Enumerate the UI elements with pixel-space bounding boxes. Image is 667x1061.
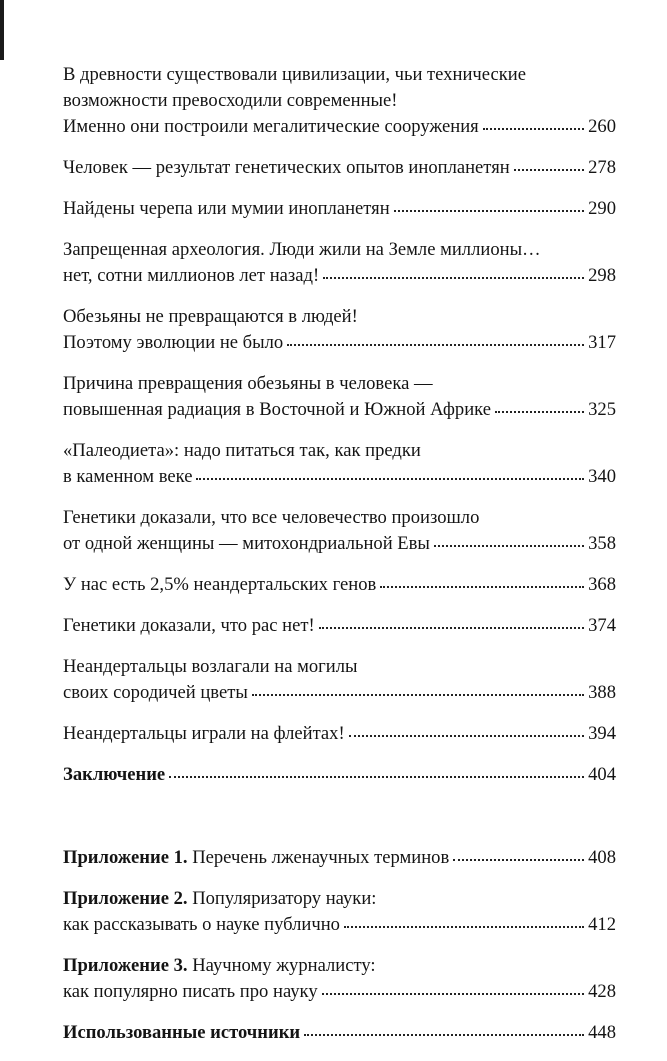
toc-entry[interactable]	[63, 438, 616, 490]
toc-appendix-entry[interactable]	[63, 886, 616, 938]
toc-entry-line: Запрещенная археология. Люди жили на Земле миллионы…	[63, 239, 541, 260]
toc-entry[interactable]	[63, 62, 616, 140]
toc-entry[interactable]	[63, 155, 616, 181]
page-number: 325	[588, 399, 616, 420]
toc-entry[interactable]	[63, 572, 616, 598]
toc-entry[interactable]	[63, 304, 616, 356]
page-number: 374	[588, 615, 616, 636]
dot-leader	[169, 772, 584, 778]
dot-leader	[349, 731, 584, 737]
section-gap	[63, 803, 616, 845]
page-number: 278	[588, 157, 616, 178]
page-number: 290	[588, 198, 616, 219]
toc-entry-line: Человек — результат генетических опытов инопланетян	[63, 157, 510, 178]
table-of-contents	[63, 62, 616, 1061]
toc-entry-line: Генетики доказали, что рас нет!	[63, 615, 315, 636]
toc-entry-line: повышенная радиация в Восточной и Южной Африке	[63, 399, 491, 420]
appendix-title-line: Научному журналисту:	[192, 955, 376, 976]
toc-entry-line: «Палеодиета»: надо питаться так, как предки	[63, 440, 421, 461]
dot-leader	[514, 165, 584, 171]
dot-leader	[394, 206, 584, 212]
page-number: 317	[588, 332, 616, 353]
toc-entry[interactable]	[63, 371, 616, 423]
dot-leader	[287, 340, 584, 346]
dot-leader	[434, 541, 584, 547]
page-number: 340	[588, 466, 616, 487]
toc-entry-line: Обезьяны не превращаются в людей!	[63, 306, 358, 327]
toc-appendix-entry[interactable]	[63, 845, 616, 871]
toc-entry-conclusion[interactable]	[63, 762, 616, 788]
dot-leader	[380, 582, 584, 588]
toc-entry-sources[interactable]	[63, 1020, 616, 1046]
page-number: 428	[588, 981, 616, 1002]
dot-leader	[252, 690, 584, 696]
page-number: 388	[588, 682, 616, 703]
appendix-title-line: Использованные источники	[63, 1022, 301, 1043]
appendix-label: Приложение 3.	[63, 955, 188, 976]
dot-leader	[323, 273, 584, 279]
toc-entry-line: Генетики доказали, что все человечество произошло	[63, 507, 480, 528]
page-number: 448	[588, 1022, 616, 1043]
page-number: 408	[588, 847, 616, 868]
toc-entry-line: Неандертальцы возлагали на могилы	[63, 656, 358, 677]
toc-entry-line: нет, сотни миллионов лет назад!	[63, 265, 320, 286]
appendix-title-line: Перечень лженаучных терминов	[192, 847, 450, 868]
page-number: 404	[588, 764, 616, 785]
toc-entry-line: своих сородичей цветы	[63, 682, 248, 703]
toc-entry-line: Неандертальцы играли на флейтах!	[63, 723, 345, 744]
appendix-label: Приложение 2.	[63, 888, 188, 909]
toc-entry[interactable]	[63, 196, 616, 222]
page-edge-mark	[0, 0, 4, 60]
toc-entry[interactable]	[63, 721, 616, 747]
dot-leader	[483, 124, 584, 130]
dot-leader	[344, 922, 584, 928]
dot-leader	[495, 407, 584, 413]
toc-entry-line: В древности существовали цивилизации, чьи технические	[63, 64, 526, 85]
dot-leader	[322, 989, 584, 995]
toc-entry[interactable]	[63, 613, 616, 639]
dot-leader	[453, 855, 584, 861]
toc-entry[interactable]	[63, 654, 616, 706]
toc-entry-line: от одной женщины — митохондриальной Евы	[63, 533, 430, 554]
appendix-title-line: как рассказывать о науке публично	[63, 914, 340, 935]
appendix-title-line: Популяризатору науки:	[192, 888, 377, 909]
toc-entry-line: Причина превращения обезьяны в человека —	[63, 373, 433, 394]
dot-leader	[304, 1030, 584, 1036]
appendix-label: Приложение 1.	[63, 847, 188, 868]
dot-leader	[319, 623, 584, 629]
toc-entry-line: в каменном веке	[63, 466, 193, 487]
toc-entry-line: Найдены черепа или мумии инопланетян	[63, 198, 390, 219]
page-number: 368	[588, 574, 616, 595]
toc-entry-line: возможности превосходили современные!	[63, 90, 398, 111]
toc-entry-line: У нас есть 2,5% неандертальских генов	[63, 574, 377, 595]
page-number: 358	[588, 533, 616, 554]
page-number: 394	[588, 723, 616, 744]
page-number: 412	[588, 914, 616, 935]
dot-leader	[196, 474, 584, 480]
toc-entry[interactable]	[63, 237, 616, 289]
appendix-title-line: как популярно писать про науку	[63, 981, 318, 1002]
page-number: 298	[588, 265, 616, 286]
toc-entry[interactable]	[63, 505, 616, 557]
toc-appendix-entry[interactable]	[63, 953, 616, 1005]
toc-entry-line: Поэтому эволюции не было	[63, 332, 284, 353]
toc-entry-line: Заключение	[63, 764, 166, 785]
toc-entry-line: Именно они построили мегалитические сооружения	[63, 116, 479, 137]
page-number: 260	[588, 116, 616, 137]
